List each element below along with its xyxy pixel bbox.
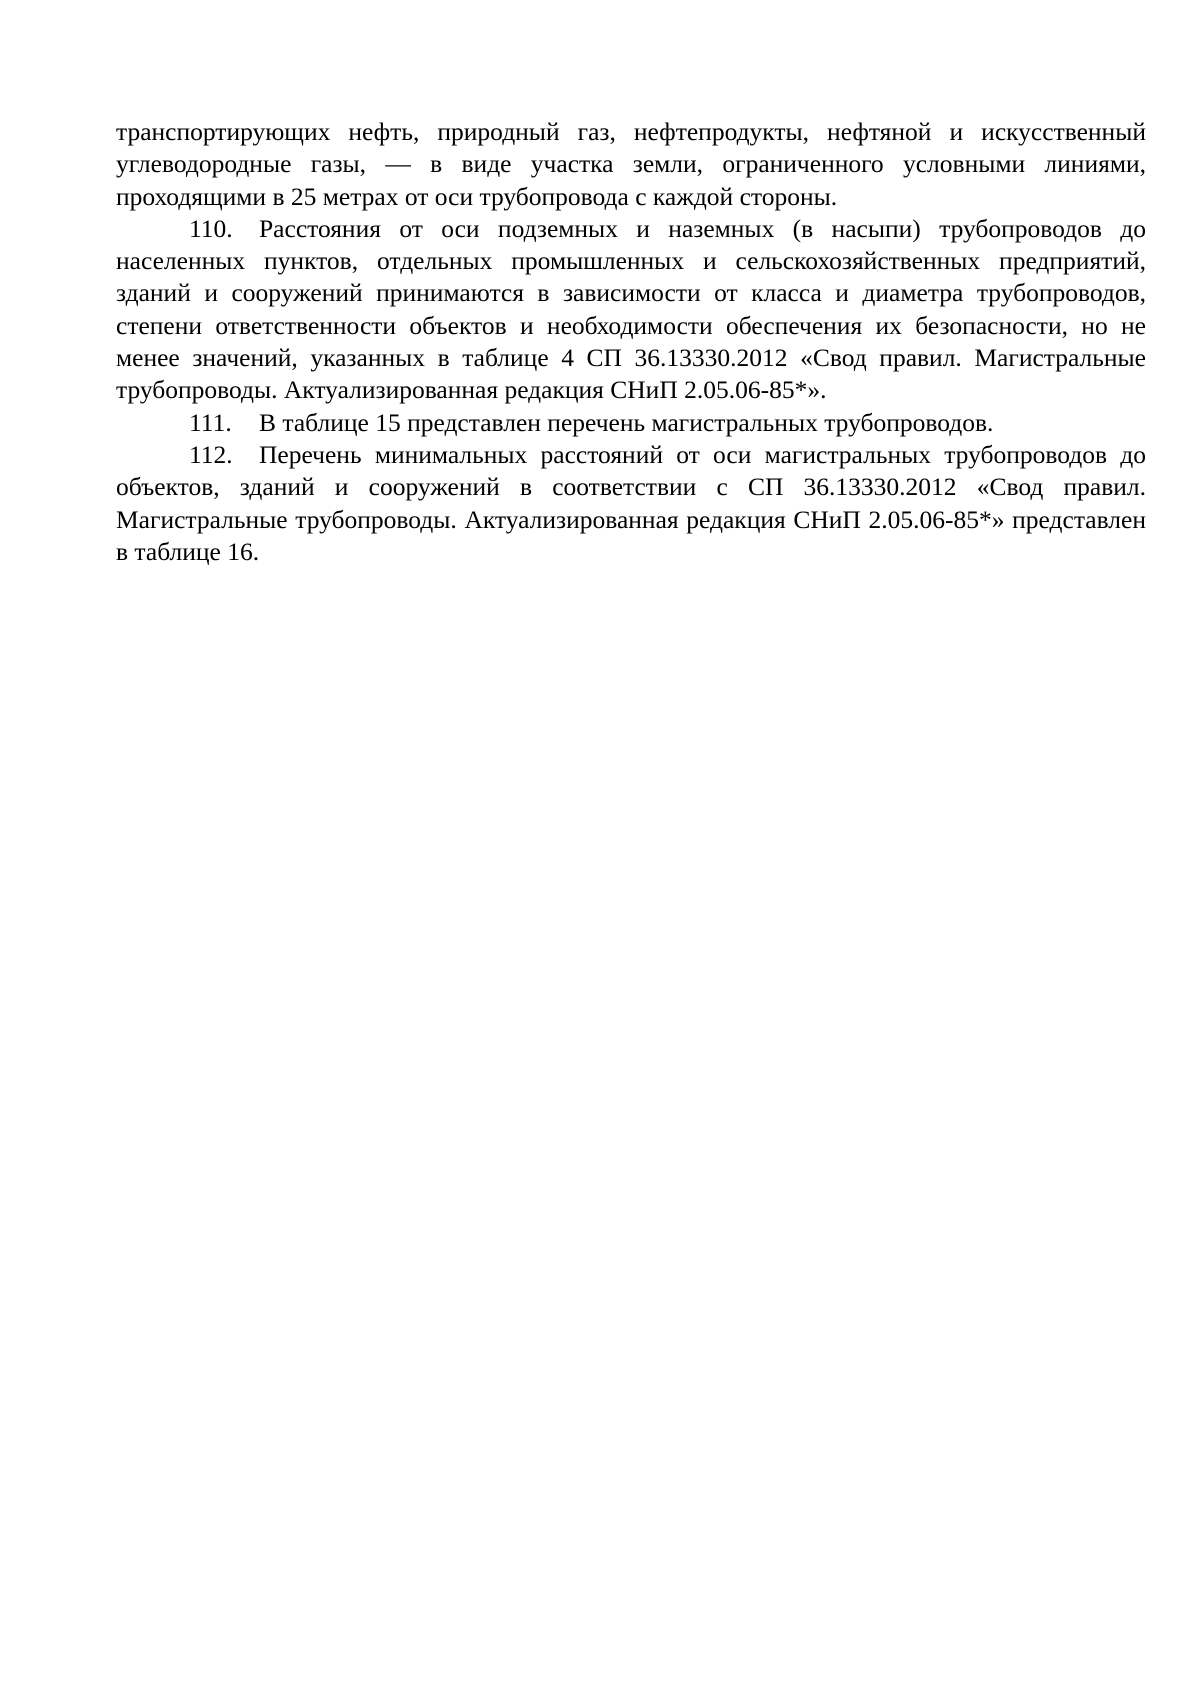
paragraph-continuation [116, 116, 1146, 213]
paragraph-number: 110. [189, 213, 233, 243]
paragraph-text: Расстояния от оси подземных и наземных (в насыпи) трубопроводов до населенных пунктов, отдельных промышленных и сельскохозяйственных предприятий, зданий и сооружений принимаются в зависимости от класса и диаметра трубопроводов, степени ответственности объектов и необходимости обеспечения их безопасности, но не менее значений, указанных в таблице 4 СП 36.13330.2012 «Свод правил. Магистральные трубопроводы. Актуализированная редакция СНиП 2.05.06-85*». [116, 213, 1146, 405]
paragraph-text: транспортирующих нефть, природный газ, нефтепродукты, нефтяной и искусственный углеводородные газы, — в виде участка земли, ограниченного условными линиями, проходящими в 25 метрах от оси трубопровода с каждой стороны. [116, 117, 1146, 211]
paragraph-112 [116, 439, 1146, 568]
body-text [116, 116, 1146, 568]
paragraph-111 [116, 407, 1146, 439]
paragraph-number: 112. [189, 439, 233, 469]
paragraph-number: 111. [189, 407, 232, 437]
paragraph-text: В таблице 15 представлен перечень магистральных трубопроводов. [259, 407, 994, 437]
paragraph-text: Перечень минимальных расстояний от оси магистральных трубопроводов до объектов, зданий и сооружений в соответствии с СП 36.13330.2012 «Свод правил. Магистральные трубопроводы. Актуализированная редакция СНиП 2.05.06-85*» представлен в таблице 16. [116, 439, 1146, 566]
paragraph-110 [116, 213, 1146, 407]
